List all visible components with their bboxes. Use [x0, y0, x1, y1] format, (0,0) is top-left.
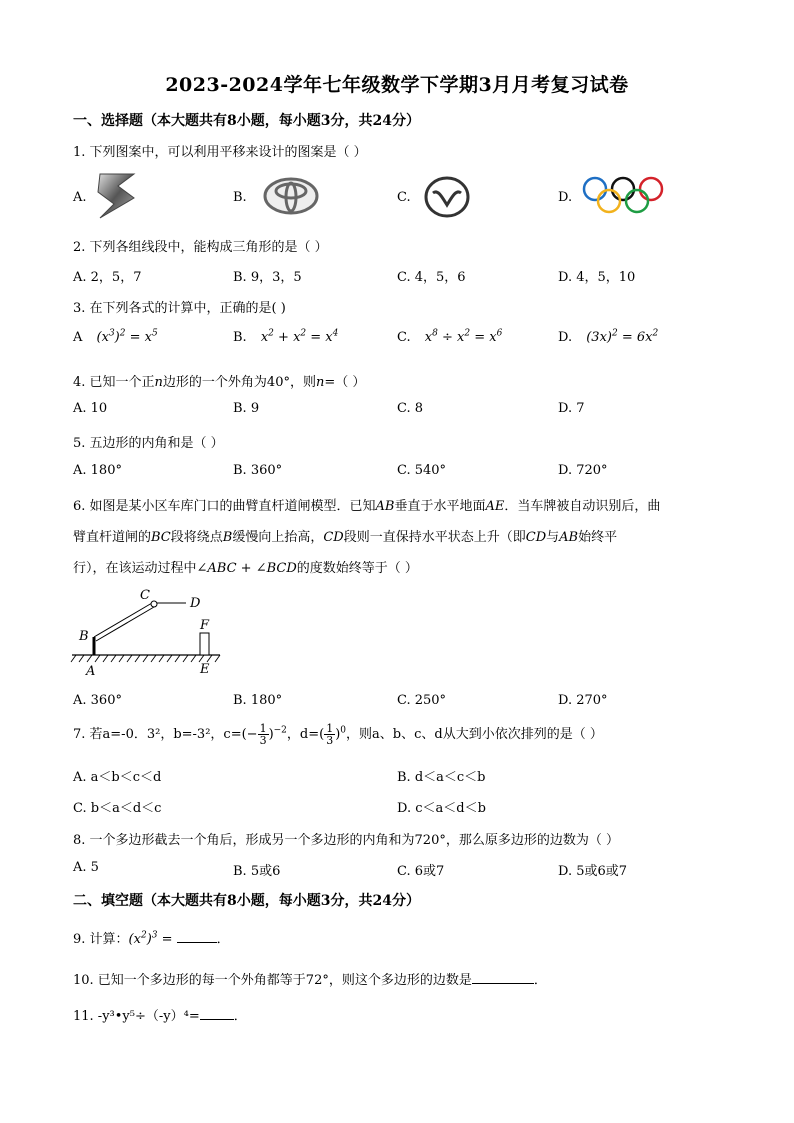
q4-stem-part: =（ ） [324, 375, 366, 390]
q9-text: 9. 计算： [73, 932, 129, 947]
q4-var-n: n [154, 375, 163, 390]
q4-stem-part: 边形的一个外角为40°，则 [162, 375, 316, 390]
q6-segment-bc: BC [151, 530, 171, 545]
q7-fraction-d [324, 723, 335, 746]
question-2-stem: 2. 下列各组线段中，能构成三角形的是（ ） [73, 240, 328, 255]
q5-option-a: A. 180° [73, 463, 122, 478]
q6-angle-expr: ∠ABC + ∠BCD [196, 561, 297, 576]
ground-hatching [71, 655, 220, 662]
q2-option-a: A. 2，5，7 [73, 270, 142, 285]
section-heading-fill: 二、填空题（本大题共有8小题，每小题3分，共24分） [73, 893, 420, 909]
page-title: 2023-2024学年七年级数学下学期3月月考复习试卷 [165, 74, 629, 96]
fraction-denominator: 3 [259, 734, 267, 747]
fraction-denominator: 3 [326, 734, 334, 747]
q7-exponent-d: 0 [340, 725, 347, 736]
q6-segment-cd: CD [323, 530, 344, 545]
q6-text: ．当车牌被自动识别后，曲 [504, 499, 661, 514]
q3-option-a-label: A [73, 330, 83, 345]
q6-text: 缓慢向上抬高， [232, 530, 324, 545]
q9-answer-blank[interactable] [177, 930, 217, 943]
arm-bc-upper [94, 603, 152, 637]
q5-option-d: D. 720° [558, 463, 608, 478]
q5-option-b: B. 360° [233, 463, 283, 478]
q3-option-d-label: D. [558, 330, 573, 345]
label-c: C [140, 588, 150, 603]
question-4-stem [73, 371, 365, 390]
q3-option-b [233, 330, 338, 345]
q6-segment-ae: AE [485, 499, 505, 514]
q7-option-c: C. b＜a＜d＜c [73, 801, 162, 816]
q10-answer-blank[interactable] [472, 971, 534, 984]
q10-end: ． [533, 973, 547, 988]
question-7-stem: 7. 若a=-0．3²，b=-3²，c=(− $\frac{1}{3}$ )$^{-2}$，d=( $\frac{1}{3}$ )$^0$，则a、b、c、d从大到小依次排列的是（ ） [73, 722, 603, 747]
q7-text: ，则a、b、c、d从大到小依次排列的是（ ） [346, 727, 603, 742]
q7-exponent-c: −2 [273, 725, 287, 736]
q1-option-d-label: D. [558, 190, 573, 205]
q3-option-c-formula: $x^8 \div x^2 = x^6$ [424, 328, 503, 345]
q5-option-c: C. 540° [397, 463, 447, 478]
q3-option-d-formula: $(3x)^2 = 6x^2$ [586, 328, 659, 345]
joint-c [151, 601, 157, 607]
question-8-stem: 8. 一个多边形截去一个角后，形成另一个多边形的内角和为720°，那么原多边形的边数为（ ） [73, 833, 619, 848]
q8-option-c: C. 6或7 [397, 864, 445, 879]
q6-option-a: A. 360° [73, 693, 122, 708]
q6-text: 6. 如图是某小区车库门口的曲臂直杆道闸模型．已知 [73, 499, 376, 514]
q6-segment-ab: AB [559, 530, 579, 545]
mazda-logo-icon [424, 175, 470, 219]
q4-var-n: n [315, 375, 325, 390]
question-10-stem [73, 969, 547, 988]
label-e: E [200, 662, 210, 677]
q9-formula: $(x^2)^3$ = [128, 930, 177, 947]
question-6-line-2 [73, 526, 617, 545]
q6-barrier-figure [70, 585, 230, 680]
fraction-numerator: 1 [259, 722, 267, 735]
question-6-line-1 [73, 495, 660, 514]
q11-text: 11. -y³•y⁵÷（-y）⁴= [73, 1009, 200, 1024]
q11-answer-blank[interactable] [200, 1007, 234, 1020]
q6-text: 垂直于水平地面 [394, 499, 486, 514]
toyota-logo-icon [262, 176, 320, 216]
question-6-line-3 [73, 557, 418, 576]
q6-text: 行），在该运动过程中 [73, 561, 197, 576]
q9-end: ． [216, 932, 230, 947]
q7-fraction-c [258, 723, 269, 746]
q1-option-c-label: C. [397, 190, 411, 205]
q4-stem-part: 4. 已知一个正 [73, 375, 155, 390]
q11-end: ． [233, 1009, 247, 1024]
q3-option-b-label: B. [233, 330, 247, 345]
q7-option-d: D. c＜a＜d＜b [397, 801, 486, 816]
q6-text: 始终平 [578, 530, 618, 545]
q8-option-a: A. 5 [73, 860, 99, 875]
q6-segment-ab: AB [375, 499, 395, 514]
q6-text: 段则一直保持水平状态上升（即 [343, 530, 526, 545]
q6-option-b: B. 180° [233, 693, 283, 708]
q10-text: 10. 已知一个多边形的每一个外角都等于72°，则这个多边形的边数是 [73, 973, 472, 988]
label-f: F [200, 618, 210, 633]
q6-text: 与 [546, 530, 560, 545]
section-heading-choice: 一、选择题（本大题共有8小题，每小题3分，共24分） [73, 113, 420, 129]
q6-text: 的度数始终等于（ ） [296, 561, 418, 576]
question-3-stem: 3. 在下列各式的计算中，正确的是( ) [73, 301, 286, 316]
q6-point-b: B [222, 530, 233, 545]
q7-option-a: A. a＜b＜c＜d [73, 770, 162, 785]
q6-text: 段将绕点 [170, 530, 223, 545]
q2-option-c: C. 4，5，6 [397, 270, 466, 285]
q7-text: 7. 若a=-0．3²，b=-3²，c=(− [73, 727, 258, 742]
question-9-stem [73, 928, 230, 947]
label-b: B [79, 629, 89, 644]
arm-bc-lower [96, 607, 154, 641]
q2-option-b: B. 9，3，5 [233, 270, 302, 285]
q7-option-b: B. d＜a＜c＜b [397, 770, 486, 785]
q3-option-a-formula: $(x^3)^2 = x^5$ [96, 328, 158, 345]
q3-option-a [73, 330, 158, 345]
q8-option-d: D. 5或6或7 [558, 864, 628, 879]
post-ef [200, 633, 209, 655]
q1-option-b-label: B. [233, 190, 247, 205]
q4-option-c: C. 8 [397, 401, 424, 416]
q6-segment-cd: CD [525, 530, 547, 545]
q3-option-b-formula: $x^2 + x^2 = x^4$ [260, 328, 339, 345]
q6-text: 臂直杆道闸的 [73, 530, 152, 545]
q4-option-d: D. 7 [558, 401, 585, 416]
label-d: D [190, 596, 201, 611]
question-11-stem [73, 1005, 247, 1024]
q8-option-b: B. 5或6 [233, 864, 281, 879]
olympic-rings-icon [582, 176, 664, 216]
question-5-stem: 5. 五边形的内角和是（ ） [73, 436, 224, 451]
q3-option-d [558, 330, 658, 345]
q3-option-c [397, 330, 502, 345]
suzuki-logo-icon [94, 170, 138, 222]
fraction-numerator: 1 [326, 722, 334, 735]
q6-option-d: D. 270° [558, 693, 608, 708]
q4-option-b: B. 9 [233, 401, 260, 416]
q7-text: ，d=( [286, 727, 325, 742]
label-a: A [86, 664, 96, 679]
q3-option-c-label: C. [397, 330, 411, 345]
q4-option-a: A. 10 [73, 401, 108, 416]
q2-option-d: D. 4，5，10 [558, 270, 636, 285]
question-1-stem: 1. 下列图案中，可以利用平移来设计的图案是（ ） [73, 145, 367, 160]
q1-option-a-label: A. [73, 190, 87, 205]
q6-option-c: C. 250° [397, 693, 447, 708]
